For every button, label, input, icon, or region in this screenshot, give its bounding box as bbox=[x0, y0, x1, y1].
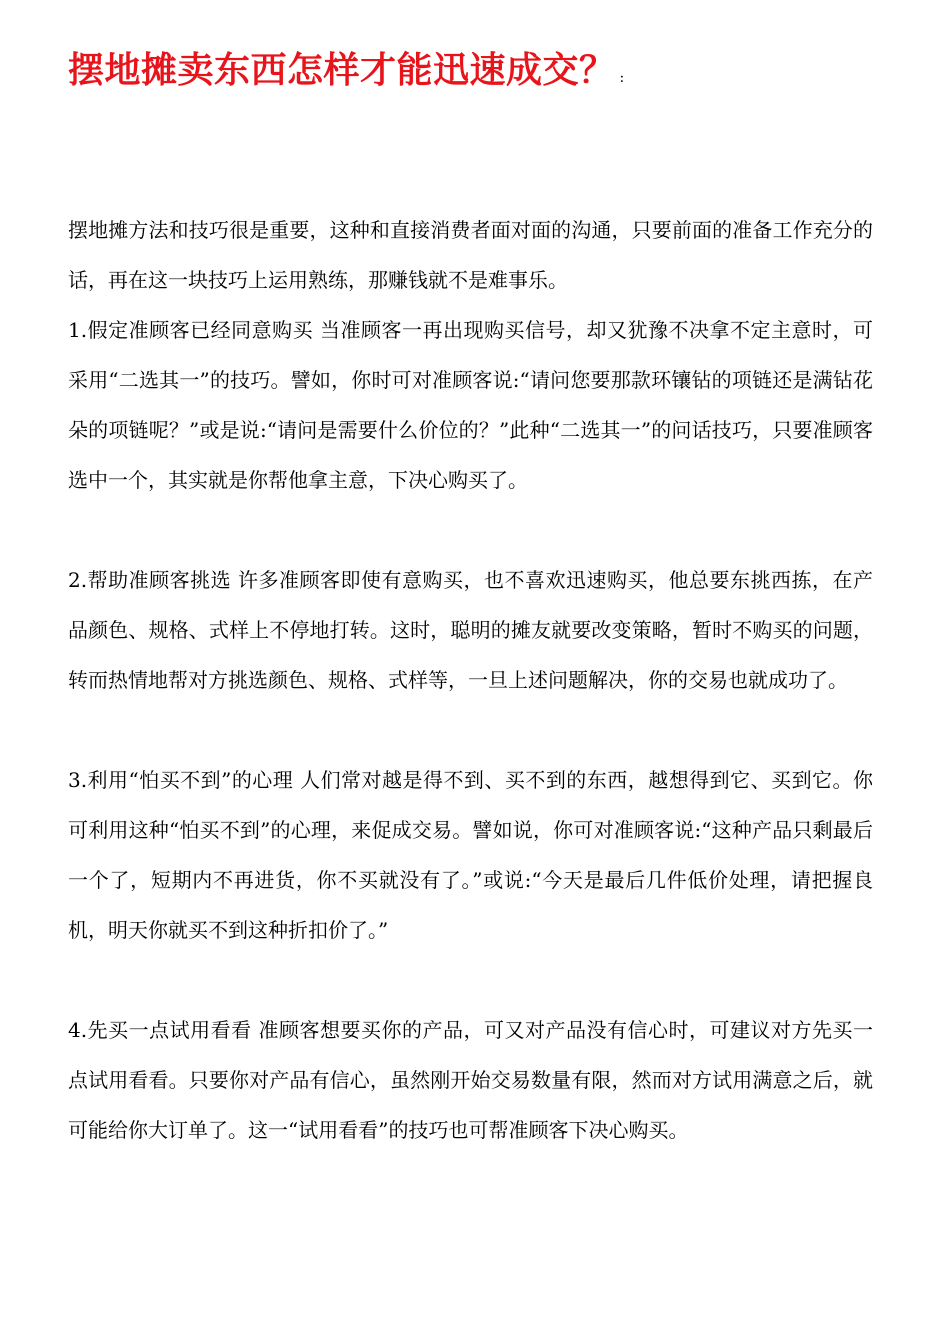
tip-paragraph-3: 3.利用“怕买不到”的心理 人们常对越是得不到、买不到的东西，越想得到它、买到它。你可利用这种“怕买不到”的心理，来促成交易。譬如说，你可对准顾客说:“这种产品只剩最后一个了，短期内不再进货，你不买就没有了。”或说:“今天是最后几件低价处理，请把握良机，明天你就买不到这种折扣价了。” bbox=[68, 768, 873, 942]
tip-paragraph-2: 2.帮助准顾客挑选 许多准顾客即使有意购买，也不喜欢迅速购买，他总要东挑西拣，在产品颜色、规格、式样上不停地打转。这时，聪明的摊友就要改变策略，暂时不购买的问题，转而热情地帮对方挑选颜色、规格、式样等，一旦上述问题解决，你的交易也就成功了。 bbox=[68, 568, 873, 692]
paragraph-gap bbox=[68, 955, 873, 1005]
title-line bbox=[68, 46, 624, 96]
intro-paragraph: 摆地摊方法和技巧很是重要，这种和直接消费者面对面的沟通，只要前面的准备工作充分的话，再在这一块技巧上运用熟练，那赚钱就不是难事乐。 bbox=[68, 218, 873, 292]
document-body bbox=[68, 205, 873, 1155]
title-colon: : bbox=[619, 70, 625, 86]
tip-paragraph-1: 1.假定准顾客已经同意购买 当准顾客一再出现购买信号，却又犹豫不决拿不定主意时，可采用“二选其一”的技巧。譬如，你时可对准顾客说:“请问您要那款环镶钻的项链还是满钻花朵的项链呢？”或是说:“请问是需要什么价位的？”此种“二选其一”的问话技巧，只要准顾客选中一个，其实就是你帮他拿主意，下决心购买了。 bbox=[68, 318, 873, 492]
document-title: 摆地摊卖东西怎样才能迅速成交？ bbox=[68, 50, 616, 91]
paragraph-gap bbox=[68, 705, 873, 755]
paragraph-gap bbox=[68, 505, 873, 555]
tip-paragraph-4: 4.先买一点试用看看 准顾客想要买你的产品，可又对产品没有信心时，可建议对方先买一点试用看看。只要你对产品有信心，虽然刚开始交易数量有限，然而对方试用满意之后，就可能给你大订单了。这一“试用看看”的技巧也可帮准顾客下决心购买。 bbox=[68, 1018, 873, 1142]
